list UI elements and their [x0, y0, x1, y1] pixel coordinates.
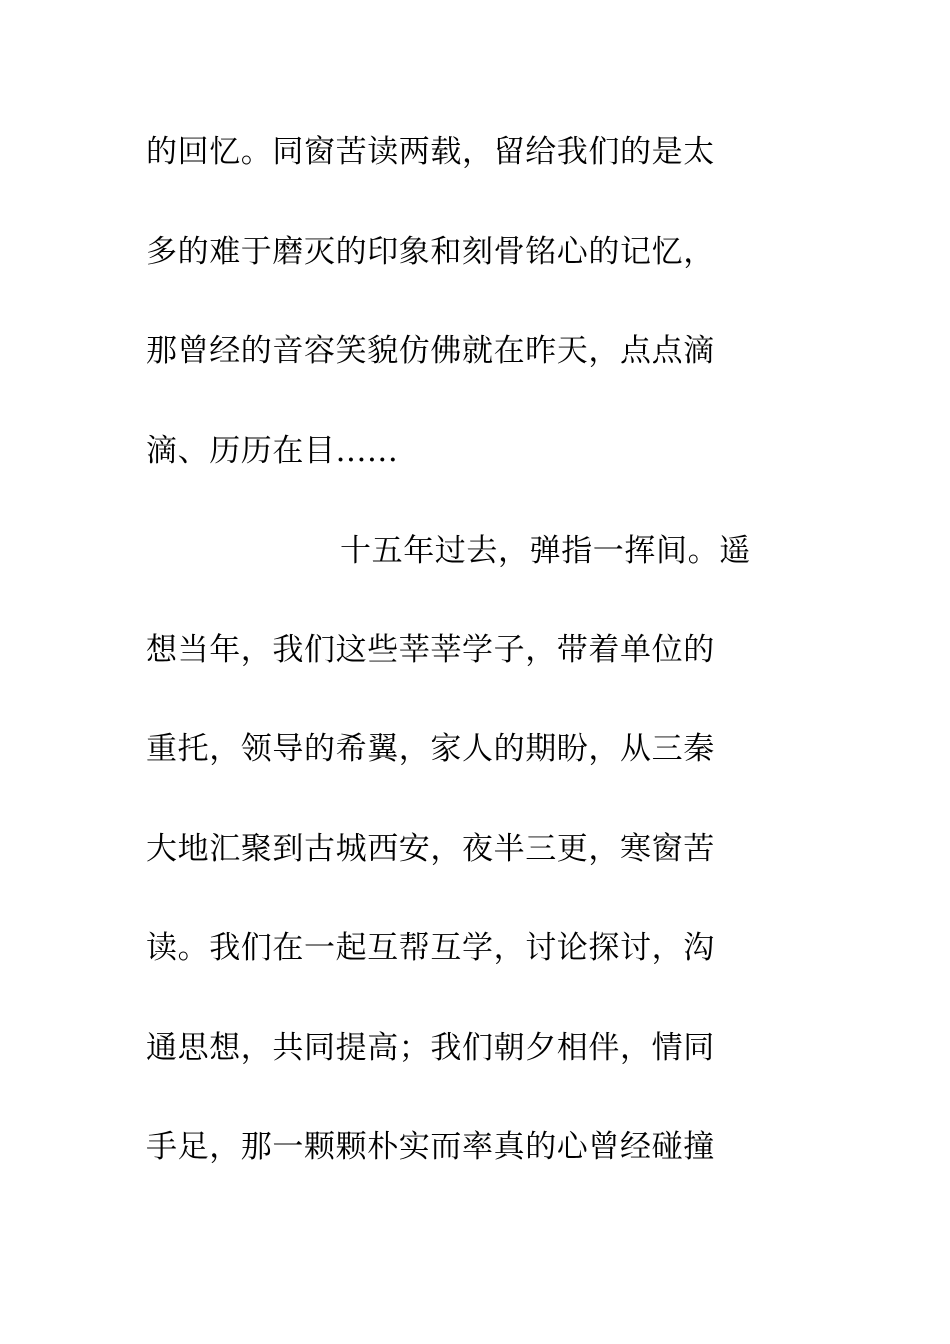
text-line-7: 重托，领导的希翼，家人的期盼，从三秦	[146, 731, 715, 767]
text-line-4: 滴、历历在目......	[146, 433, 399, 469]
text-line-8: 大地汇聚到古城西安，夜半三更，寒窗苦	[146, 831, 715, 867]
text-line-1: 的回忆。同窗苦读两载，留给我们的是太	[146, 134, 715, 170]
text-line-9: 读。我们在一起互帮互学，讨论探讨，沟	[146, 930, 715, 966]
text-line-3: 那曾经的音容笑貌仿佛就在昨天，点点滴	[146, 333, 715, 369]
paragraph-start-line: 十五年过去，弹指一挥间。遥	[340, 533, 751, 569]
text-line-11: 手足，那一颗颗朴实而率真的心曾经碰撞	[146, 1129, 715, 1165]
text-line-6: 想当年，我们这些莘莘学子，带着单位的	[146, 632, 715, 668]
text-line-2: 多的难于磨灭的印象和刻骨铭心的记忆，	[146, 234, 715, 270]
text-line-10: 通思想，共同提高；我们朝夕相伴，情同	[146, 1030, 715, 1066]
